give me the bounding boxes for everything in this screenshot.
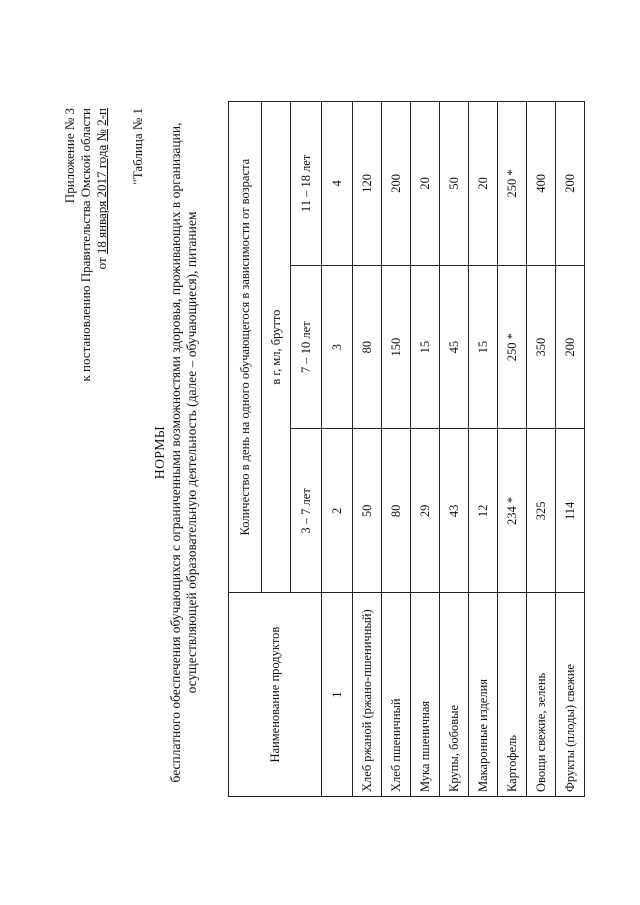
- title-line-1: бесплатного обеспечения обучающихся с ограниченными возможностями здоровья, проживающих в организации,: [168, 122, 183, 783]
- document-title: [152, 0, 200, 905]
- table-row: [411, 102, 440, 797]
- header-age: 11 – 18 лет: [291, 102, 322, 266]
- table-row: [556, 102, 585, 797]
- decree-date: 18 января 2017 года: [94, 144, 109, 255]
- table-row: [498, 102, 527, 797]
- product-name: Фрукты (плоды) свежие: [556, 593, 585, 797]
- table-row: [527, 102, 556, 797]
- column-number: 3: [322, 265, 353, 429]
- value-3-7: 50: [353, 429, 382, 593]
- value-3-7: 325: [527, 429, 556, 593]
- header-age: 7 – 10 лет: [291, 265, 322, 429]
- value-3-7: 234 *: [498, 429, 527, 593]
- product-name: Картофель: [498, 593, 527, 797]
- header-unit: в г, мл, брутто: [262, 102, 291, 593]
- value-3-7: 12: [469, 429, 498, 593]
- value-7-10: 80: [353, 265, 382, 429]
- value-11-18: 50: [440, 102, 469, 266]
- table-row: [440, 102, 469, 797]
- norms-table: [228, 101, 585, 797]
- value-11-18: 120: [353, 102, 382, 266]
- product-name: Мука пшеничная: [411, 593, 440, 797]
- column-number: 1: [322, 593, 353, 797]
- value-7-10: 15: [469, 265, 498, 429]
- value-7-10: 350: [527, 265, 556, 429]
- value-11-18: 250 *: [498, 102, 527, 266]
- table-number: "Таблица № 1: [130, 108, 145, 185]
- header-quantity: Количество в день на одного обучающегося в зависимости от возраста: [229, 102, 262, 593]
- column-number: 2: [322, 429, 353, 593]
- product-name: Хлеб пшеничный: [382, 593, 411, 797]
- value-3-7: 114: [556, 429, 585, 593]
- value-3-7: 80: [382, 429, 411, 593]
- title-heading: НОРМЫ: [152, 425, 167, 480]
- header-product: Наименование продуктов: [229, 593, 322, 797]
- appendix-date-line: от 18 января 2017 года № 2-п: [94, 108, 109, 270]
- product-name: Хлеб ржаной (ржано-пшеничный): [353, 593, 382, 797]
- value-11-18: 20: [469, 102, 498, 266]
- value-7-10: 150: [382, 265, 411, 429]
- value-3-7: 43: [440, 429, 469, 593]
- value-3-7: 29: [411, 429, 440, 593]
- product-name: Овощи свежие, зелень: [527, 593, 556, 797]
- appendix-number: Приложение № 3: [62, 108, 77, 204]
- product-name: Макаронные изделия: [469, 593, 498, 797]
- value-7-10: 250 *: [498, 265, 527, 429]
- table-row: [353, 102, 382, 797]
- column-number: 4: [322, 102, 353, 266]
- title-line-2: осуществляющей образовательную деятельность (далее – обучающиеся), питанием: [184, 211, 199, 694]
- appendix-header: [62, 108, 110, 382]
- header-age: 3 – 7 лет: [291, 429, 322, 593]
- value-7-10: 15: [411, 265, 440, 429]
- table-row: [469, 102, 498, 797]
- value-11-18: 200: [556, 102, 585, 266]
- value-11-18: 20: [411, 102, 440, 266]
- value-7-10: 45: [440, 265, 469, 429]
- appendix-decree: к постановлению Правительства Омской области: [78, 108, 93, 382]
- value-11-18: 200: [382, 102, 411, 266]
- product-name: Крупы, бобовые: [440, 593, 469, 797]
- value-7-10: 200: [556, 265, 585, 429]
- value-11-18: 400: [527, 102, 556, 266]
- table-row: [382, 102, 411, 797]
- decree-number: 2-п: [94, 108, 109, 126]
